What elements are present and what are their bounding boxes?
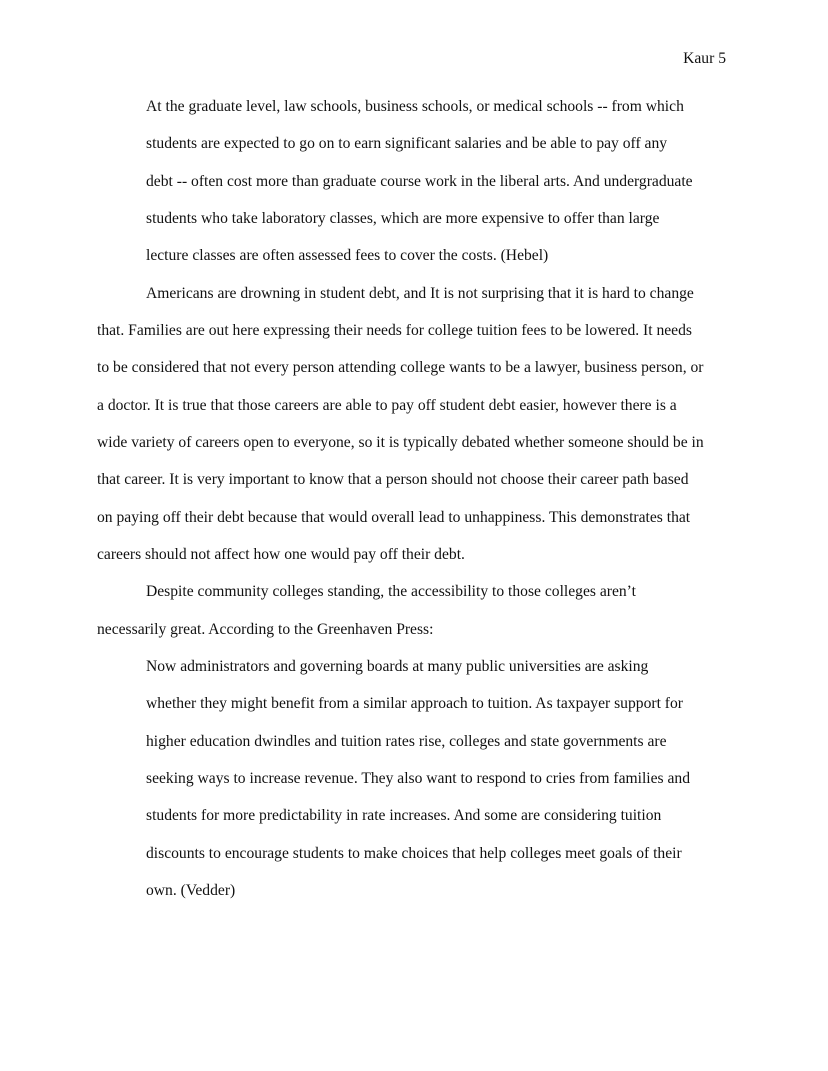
text-line: higher education dwindles and tuition rates rise, colleges and state governments are	[146, 733, 667, 750]
text-line: students for more predictability in rate increases. And some are considering tuition	[146, 807, 662, 824]
text-line: on paying off their debt because that would overall lead to unhappiness. This demonstrates that	[97, 509, 691, 526]
text-line: students who take laboratory classes, which are more expensive to offer than large	[146, 210, 660, 227]
text-line: careers should not affect how one would pay off their debt.	[97, 546, 465, 563]
text-line: necessarily great. According to the Greenhaven Press:	[97, 621, 434, 638]
text-line: discounts to encourage students to make choices that help colleges meet goals of their	[146, 845, 682, 862]
text-line: that. Families are out here expressing their needs for college tuition fees to be lowered. It needs	[97, 322, 692, 339]
text-line: Americans are drowning in student debt, and It is not surprising that it is hard to change	[146, 285, 694, 302]
text-line: students are expected to go on to earn significant salaries and be able to pay off any	[146, 135, 668, 152]
text-line: At the graduate level, law schools, business schools, or medical schools -- from which	[146, 98, 684, 115]
text-line: that career. It is very important to know that a person should not choose their career path based	[97, 471, 689, 488]
text-line: to be considered that not every person attending college wants to be a lawyer, business person, or	[97, 359, 704, 376]
text-line: debt -- often cost more than graduate course work in the liberal arts. And undergraduate	[146, 173, 693, 190]
running-head: Kaur 5	[683, 50, 726, 67]
text-line: Now administrators and governing boards at many public universities are asking	[146, 658, 649, 675]
text-line: a doctor. It is true that those careers are able to pay off student debt easier, however there is a	[97, 397, 677, 414]
text-line: own. (Vedder)	[146, 882, 236, 899]
text-line: wide variety of careers open to everyone, so it is typically debated whether someone should be in	[97, 434, 704, 451]
text-line: seeking ways to increase revenue. They also want to respond to cries from families and	[146, 770, 691, 787]
text-line: whether they might benefit from a similar approach to tuition. As taxpayer support for	[146, 695, 683, 712]
text-line: Despite community colleges standing, the accessibility to those colleges aren’t	[146, 583, 636, 600]
text-line: lecture classes are often assessed fees to cover the costs. (Hebel)	[146, 247, 549, 264]
